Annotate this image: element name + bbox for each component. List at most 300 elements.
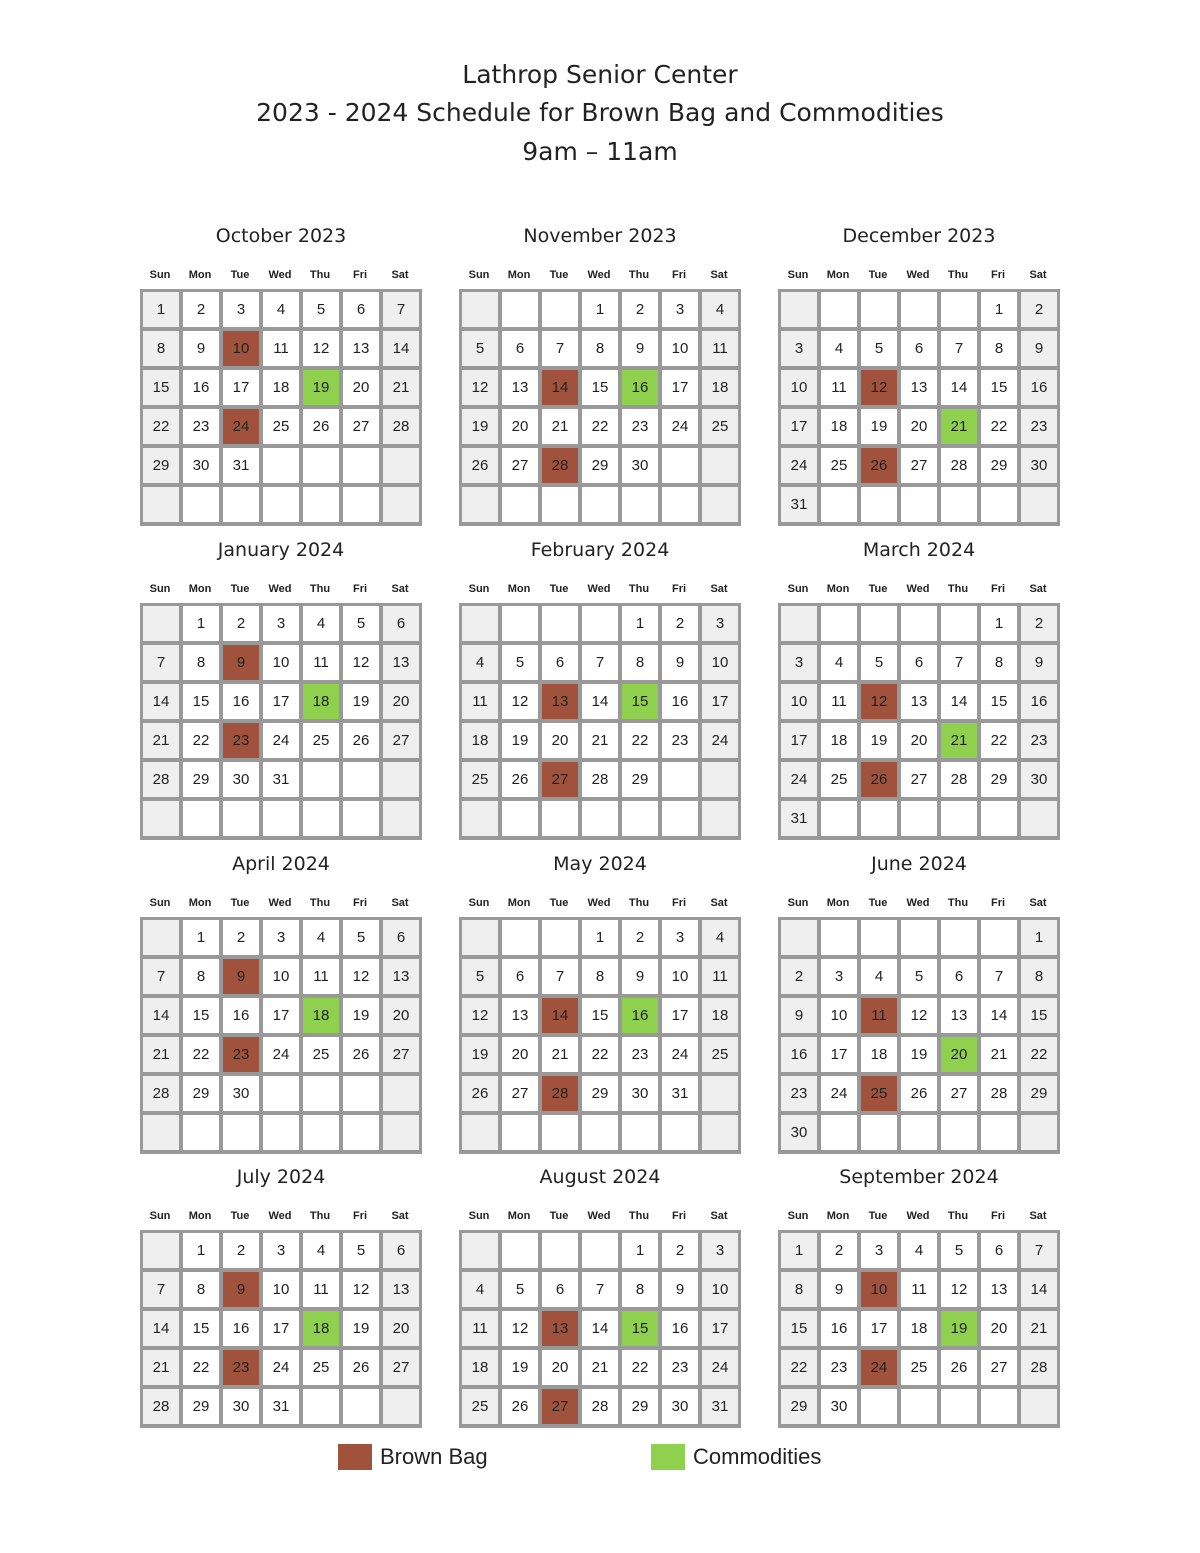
day-cell: 7 xyxy=(941,331,977,366)
day-cell: 7 xyxy=(542,331,578,366)
empty-day-cell xyxy=(861,920,897,955)
commodities-swatch xyxy=(651,1444,685,1470)
empty-day-cell xyxy=(861,606,897,641)
empty-day-cell xyxy=(861,292,897,327)
day-cell: 9 xyxy=(622,959,658,994)
month-grid xyxy=(778,917,1060,1154)
day-cell: 20 xyxy=(901,409,937,444)
day-cell: 13 xyxy=(981,1272,1017,1307)
weekday-header: Fri xyxy=(352,1210,368,1222)
empty-day-cell xyxy=(821,1115,857,1150)
day-cell-brown-bag: 26 xyxy=(861,762,897,797)
brown-bag-swatch xyxy=(338,1444,372,1470)
empty-day-cell xyxy=(143,920,179,955)
day-cell: 23 xyxy=(183,409,219,444)
empty-day-cell xyxy=(343,1076,379,1111)
day-cell: 15 xyxy=(981,370,1017,405)
day-cell: 25 xyxy=(821,448,857,483)
day-cell: 27 xyxy=(981,1350,1017,1385)
month-grid xyxy=(459,603,741,840)
empty-day-cell xyxy=(223,801,259,836)
day-cell: 23 xyxy=(1021,409,1057,444)
day-cell: 30 xyxy=(183,448,219,483)
weekday-header: Sat xyxy=(1029,897,1047,909)
empty-day-cell xyxy=(861,801,897,836)
day-cell-brown-bag: 9 xyxy=(223,645,259,680)
day-cell: 20 xyxy=(981,1311,1017,1346)
empty-day-cell xyxy=(941,1389,977,1424)
day-cell-brown-bag: 12 xyxy=(861,684,897,719)
day-cell: 11 xyxy=(901,1272,937,1307)
day-cell: 21 xyxy=(981,1037,1017,1072)
empty-day-cell xyxy=(662,487,698,522)
weekday-header: Thu xyxy=(309,269,331,281)
empty-day-cell xyxy=(462,1115,498,1150)
day-cell-brown-bag: 27 xyxy=(542,762,578,797)
day-cell: 22 xyxy=(981,409,1017,444)
day-cell: 24 xyxy=(263,1037,299,1072)
day-cell: 20 xyxy=(383,998,419,1033)
weekday-header: Mon xyxy=(188,897,212,909)
day-cell: 24 xyxy=(821,1076,857,1111)
empty-day-cell xyxy=(502,487,538,522)
weekday-header: Thu xyxy=(628,269,650,281)
day-cell: 10 xyxy=(702,1272,738,1307)
day-cell: 16 xyxy=(223,998,259,1033)
day-cell: 20 xyxy=(542,1350,578,1385)
empty-day-cell xyxy=(901,487,937,522)
day-cell: 9 xyxy=(183,331,219,366)
day-cell: 9 xyxy=(821,1272,857,1307)
day-cell: 9 xyxy=(622,331,658,366)
day-cell: 1 xyxy=(781,1233,817,1268)
day-cell: 31 xyxy=(781,801,817,836)
day-cell: 4 xyxy=(821,645,857,680)
day-cell: 5 xyxy=(941,1233,977,1268)
day-cell: 22 xyxy=(143,409,179,444)
day-cell: 2 xyxy=(223,920,259,955)
day-cell-brown-bag: 28 xyxy=(542,448,578,483)
empty-day-cell xyxy=(542,1233,578,1268)
empty-day-cell xyxy=(502,1115,538,1150)
empty-day-cell xyxy=(542,1115,578,1150)
weekday-header: Fri xyxy=(990,1210,1006,1222)
empty-day-cell xyxy=(702,487,738,522)
empty-day-cell xyxy=(343,801,379,836)
day-cell: 25 xyxy=(303,723,339,758)
weekday-header: Sat xyxy=(391,583,409,595)
day-cell: 29 xyxy=(781,1389,817,1424)
day-cell: 15 xyxy=(183,1311,219,1346)
day-cell: 10 xyxy=(662,331,698,366)
empty-day-cell xyxy=(263,448,299,483)
day-cell: 14 xyxy=(1021,1272,1057,1307)
legend-commodities-label: Commodities xyxy=(693,1444,822,1469)
weekday-header: Sat xyxy=(1029,1210,1047,1222)
day-cell: 22 xyxy=(582,409,618,444)
weekday-header: Sun xyxy=(468,897,490,909)
empty-day-cell xyxy=(821,606,857,641)
weekday-header: Fri xyxy=(352,583,368,595)
empty-day-cell xyxy=(383,1076,419,1111)
day-cell: 24 xyxy=(263,723,299,758)
day-cell: 12 xyxy=(343,959,379,994)
empty-day-cell xyxy=(462,801,498,836)
weekday-header: Mon xyxy=(188,269,212,281)
empty-day-cell xyxy=(861,1115,897,1150)
empty-day-cell xyxy=(383,448,419,483)
day-cell: 2 xyxy=(223,606,259,641)
day-cell: 26 xyxy=(462,448,498,483)
empty-day-cell xyxy=(343,448,379,483)
empty-day-cell xyxy=(702,801,738,836)
day-cell: 13 xyxy=(383,959,419,994)
weekday-header: Tue xyxy=(230,1210,250,1222)
month-title: December 2023 xyxy=(842,225,996,247)
day-cell: 29 xyxy=(582,1076,618,1111)
weekday-header: Fri xyxy=(352,897,368,909)
day-cell: 8 xyxy=(1021,959,1057,994)
day-cell: 9 xyxy=(662,645,698,680)
empty-day-cell xyxy=(462,606,498,641)
day-cell: 27 xyxy=(383,723,419,758)
empty-day-cell xyxy=(542,920,578,955)
empty-day-cell xyxy=(502,606,538,641)
weekday-header: Thu xyxy=(309,1210,331,1222)
day-cell: 28 xyxy=(941,448,977,483)
day-cell: 21 xyxy=(143,1037,179,1072)
day-cell: 2 xyxy=(223,1233,259,1268)
day-cell-brown-bag: 25 xyxy=(861,1076,897,1111)
day-cell: 28 xyxy=(1021,1350,1057,1385)
day-cell: 8 xyxy=(981,331,1017,366)
weekday-header: Wed xyxy=(268,583,292,595)
empty-day-cell xyxy=(781,920,817,955)
weekday-header: Tue xyxy=(868,1210,888,1222)
empty-day-cell xyxy=(981,487,1017,522)
empty-day-cell xyxy=(901,1115,937,1150)
day-cell: 12 xyxy=(343,1272,379,1307)
month-grid xyxy=(140,917,422,1154)
day-cell-brown-bag: 28 xyxy=(542,1076,578,1111)
empty-day-cell xyxy=(263,801,299,836)
day-cell: 2 xyxy=(1021,292,1057,327)
day-cell: 6 xyxy=(383,1233,419,1268)
day-cell-commodities: 19 xyxy=(303,370,339,405)
weekday-header: Tue xyxy=(549,1210,569,1222)
day-cell: 6 xyxy=(542,645,578,680)
empty-day-cell xyxy=(1021,1115,1057,1150)
empty-day-cell xyxy=(941,487,977,522)
empty-day-cell xyxy=(781,292,817,327)
weekday-header: Thu xyxy=(947,897,969,909)
day-cell: 31 xyxy=(263,762,299,797)
weekday-header: Tue xyxy=(868,269,888,281)
day-cell: 30 xyxy=(821,1389,857,1424)
day-cell: 26 xyxy=(462,1076,498,1111)
day-cell-brown-bag: 23 xyxy=(223,723,259,758)
day-cell: 10 xyxy=(702,645,738,680)
day-cell: 29 xyxy=(183,762,219,797)
weekday-header: Wed xyxy=(906,897,930,909)
day-cell: 13 xyxy=(941,998,977,1033)
weekday-header: Sun xyxy=(787,269,809,281)
weekday-header: Tue xyxy=(230,269,250,281)
month-title: June 2024 xyxy=(871,853,967,875)
month-title: July 2024 xyxy=(236,1166,326,1188)
day-cell: 19 xyxy=(502,723,538,758)
legend-brown-bag-label: Brown Bag xyxy=(380,1444,488,1469)
day-cell: 19 xyxy=(861,723,897,758)
day-cell: 7 xyxy=(1021,1233,1057,1268)
day-cell: 18 xyxy=(861,1037,897,1072)
day-cell-brown-bag: 13 xyxy=(542,1311,578,1346)
weekday-header: Tue xyxy=(868,897,888,909)
empty-day-cell xyxy=(981,1389,1017,1424)
day-cell: 8 xyxy=(143,331,179,366)
day-cell: 12 xyxy=(941,1272,977,1307)
day-cell: 23 xyxy=(622,1037,658,1072)
day-cell: 6 xyxy=(343,292,379,327)
empty-day-cell xyxy=(901,1389,937,1424)
day-cell: 28 xyxy=(143,1076,179,1111)
day-cell: 1 xyxy=(981,292,1017,327)
day-cell: 1 xyxy=(582,292,618,327)
weekday-header: Sat xyxy=(391,1210,409,1222)
day-cell: 7 xyxy=(941,645,977,680)
day-cell: 11 xyxy=(303,1272,339,1307)
weekday-header: Wed xyxy=(906,269,930,281)
day-cell-commodities: 18 xyxy=(303,684,339,719)
day-cell-brown-bag: 9 xyxy=(223,959,259,994)
day-cell: 3 xyxy=(702,1233,738,1268)
day-cell: 29 xyxy=(1021,1076,1057,1111)
empty-day-cell xyxy=(502,920,538,955)
day-cell: 28 xyxy=(143,762,179,797)
day-cell: 29 xyxy=(582,448,618,483)
day-cell: 24 xyxy=(662,409,698,444)
day-cell: 10 xyxy=(662,959,698,994)
weekday-header: Tue xyxy=(549,583,569,595)
day-cell: 1 xyxy=(183,1233,219,1268)
month-title: September 2024 xyxy=(839,1166,999,1188)
day-cell: 11 xyxy=(303,959,339,994)
day-cell: 2 xyxy=(1021,606,1057,641)
weekday-header: Tue xyxy=(230,583,250,595)
day-cell: 2 xyxy=(622,920,658,955)
weekday-header: Sat xyxy=(710,897,728,909)
day-cell: 6 xyxy=(901,645,937,680)
day-cell: 28 xyxy=(941,762,977,797)
weekday-header: Thu xyxy=(628,1210,650,1222)
day-cell: 5 xyxy=(303,292,339,327)
day-cell: 4 xyxy=(901,1233,937,1268)
day-cell: 25 xyxy=(702,409,738,444)
day-cell: 30 xyxy=(1021,448,1057,483)
day-cell: 31 xyxy=(263,1389,299,1424)
day-cell: 13 xyxy=(383,1272,419,1307)
day-cell: 27 xyxy=(502,1076,538,1111)
day-cell: 19 xyxy=(343,1311,379,1346)
weekday-header: Thu xyxy=(309,583,331,595)
weekday-header: Mon xyxy=(507,1210,531,1222)
weekday-header: Tue xyxy=(549,269,569,281)
day-cell: 19 xyxy=(462,409,498,444)
day-cell: 4 xyxy=(861,959,897,994)
day-cell: 5 xyxy=(861,645,897,680)
empty-day-cell xyxy=(582,801,618,836)
month-title: February 2024 xyxy=(530,539,670,561)
day-cell: 17 xyxy=(263,684,299,719)
weekday-header: Fri xyxy=(671,583,687,595)
day-cell: 16 xyxy=(821,1311,857,1346)
empty-day-cell xyxy=(303,1076,339,1111)
weekday-header: Mon xyxy=(188,1210,212,1222)
day-cell: 30 xyxy=(223,762,259,797)
day-cell: 5 xyxy=(861,331,897,366)
weekday-header: Sat xyxy=(391,269,409,281)
empty-day-cell xyxy=(1021,801,1057,836)
day-cell: 11 xyxy=(702,331,738,366)
day-cell: 18 xyxy=(462,1350,498,1385)
empty-day-cell xyxy=(662,1115,698,1150)
empty-day-cell xyxy=(702,1076,738,1111)
day-cell: 23 xyxy=(1021,723,1057,758)
day-cell: 7 xyxy=(582,645,618,680)
day-cell: 18 xyxy=(702,370,738,405)
day-cell: 19 xyxy=(901,1037,937,1072)
empty-day-cell xyxy=(343,487,379,522)
day-cell: 21 xyxy=(143,723,179,758)
day-cell: 27 xyxy=(502,448,538,483)
day-cell: 31 xyxy=(223,448,259,483)
day-cell: 21 xyxy=(143,1350,179,1385)
weekday-header: Thu xyxy=(947,269,969,281)
day-cell: 8 xyxy=(781,1272,817,1307)
day-cell: 12 xyxy=(901,998,937,1033)
day-cell-brown-bag: 23 xyxy=(223,1037,259,1072)
weekday-header: Mon xyxy=(188,583,212,595)
day-cell: 6 xyxy=(901,331,937,366)
day-cell: 8 xyxy=(582,959,618,994)
day-cell: 19 xyxy=(343,684,379,719)
weekday-header: Thu xyxy=(628,897,650,909)
day-cell: 30 xyxy=(223,1076,259,1111)
day-cell: 21 xyxy=(582,723,618,758)
empty-day-cell xyxy=(263,1115,299,1150)
day-cell-brown-bag: 11 xyxy=(861,998,897,1033)
day-cell: 13 xyxy=(502,998,538,1033)
day-cell: 15 xyxy=(781,1311,817,1346)
day-cell: 5 xyxy=(462,331,498,366)
day-cell-commodities: 21 xyxy=(941,409,977,444)
empty-day-cell xyxy=(303,1115,339,1150)
day-cell-brown-bag: 13 xyxy=(542,684,578,719)
day-cell: 14 xyxy=(143,998,179,1033)
day-cell: 13 xyxy=(901,684,937,719)
day-cell: 25 xyxy=(821,762,857,797)
day-cell: 27 xyxy=(901,448,937,483)
day-cell: 8 xyxy=(183,1272,219,1307)
day-cell: 11 xyxy=(702,959,738,994)
day-cell: 3 xyxy=(223,292,259,327)
day-cell: 4 xyxy=(702,920,738,955)
day-cell: 12 xyxy=(462,370,498,405)
day-cell: 24 xyxy=(781,448,817,483)
day-cell: 15 xyxy=(183,684,219,719)
weekday-header: Tue xyxy=(549,897,569,909)
day-cell: 10 xyxy=(821,998,857,1033)
day-cell: 4 xyxy=(263,292,299,327)
empty-day-cell xyxy=(143,606,179,641)
day-cell: 3 xyxy=(662,292,698,327)
day-cell: 8 xyxy=(622,645,658,680)
day-cell: 9 xyxy=(662,1272,698,1307)
day-cell: 13 xyxy=(343,331,379,366)
weekday-header: Sat xyxy=(1029,583,1047,595)
day-cell: 1 xyxy=(622,1233,658,1268)
empty-day-cell xyxy=(502,292,538,327)
day-cell: 4 xyxy=(702,292,738,327)
day-cell: 2 xyxy=(821,1233,857,1268)
empty-day-cell xyxy=(383,762,419,797)
day-cell: 4 xyxy=(821,331,857,366)
empty-day-cell xyxy=(1021,1389,1057,1424)
day-cell: 24 xyxy=(702,1350,738,1385)
empty-day-cell xyxy=(462,292,498,327)
empty-day-cell xyxy=(941,1115,977,1150)
day-cell: 8 xyxy=(582,331,618,366)
weekday-header: Sat xyxy=(1029,269,1047,281)
day-cell: 11 xyxy=(462,1311,498,1346)
day-cell: 18 xyxy=(462,723,498,758)
day-cell: 22 xyxy=(622,723,658,758)
day-cell-commodities: 15 xyxy=(622,684,658,719)
day-cell: 25 xyxy=(263,409,299,444)
day-cell: 27 xyxy=(901,762,937,797)
day-cell: 14 xyxy=(941,684,977,719)
day-cell: 21 xyxy=(542,409,578,444)
day-cell: 26 xyxy=(941,1350,977,1385)
day-cell-brown-bag: 24 xyxy=(861,1350,897,1385)
empty-day-cell xyxy=(263,1076,299,1111)
day-cell: 3 xyxy=(702,606,738,641)
day-cell: 1 xyxy=(1021,920,1057,955)
day-cell: 24 xyxy=(662,1037,698,1072)
day-cell-brown-bag: 14 xyxy=(542,370,578,405)
day-cell: 26 xyxy=(303,409,339,444)
day-cell: 17 xyxy=(263,998,299,1033)
day-cell: 25 xyxy=(901,1350,937,1385)
day-cell: 16 xyxy=(781,1037,817,1072)
empty-day-cell xyxy=(662,801,698,836)
month-title: October 2023 xyxy=(215,225,347,247)
day-cell: 16 xyxy=(1021,684,1057,719)
day-cell: 21 xyxy=(542,1037,578,1072)
empty-day-cell xyxy=(383,487,419,522)
empty-day-cell xyxy=(383,801,419,836)
weekday-header: Sat xyxy=(710,1210,728,1222)
weekday-header: Mon xyxy=(826,269,850,281)
empty-day-cell xyxy=(303,801,339,836)
weekday-header: Thu xyxy=(309,897,331,909)
day-cell: 13 xyxy=(383,645,419,680)
day-cell: 29 xyxy=(143,448,179,483)
day-cell: 27 xyxy=(343,409,379,444)
day-cell: 29 xyxy=(183,1076,219,1111)
day-cell: 7 xyxy=(542,959,578,994)
day-cell: 13 xyxy=(502,370,538,405)
